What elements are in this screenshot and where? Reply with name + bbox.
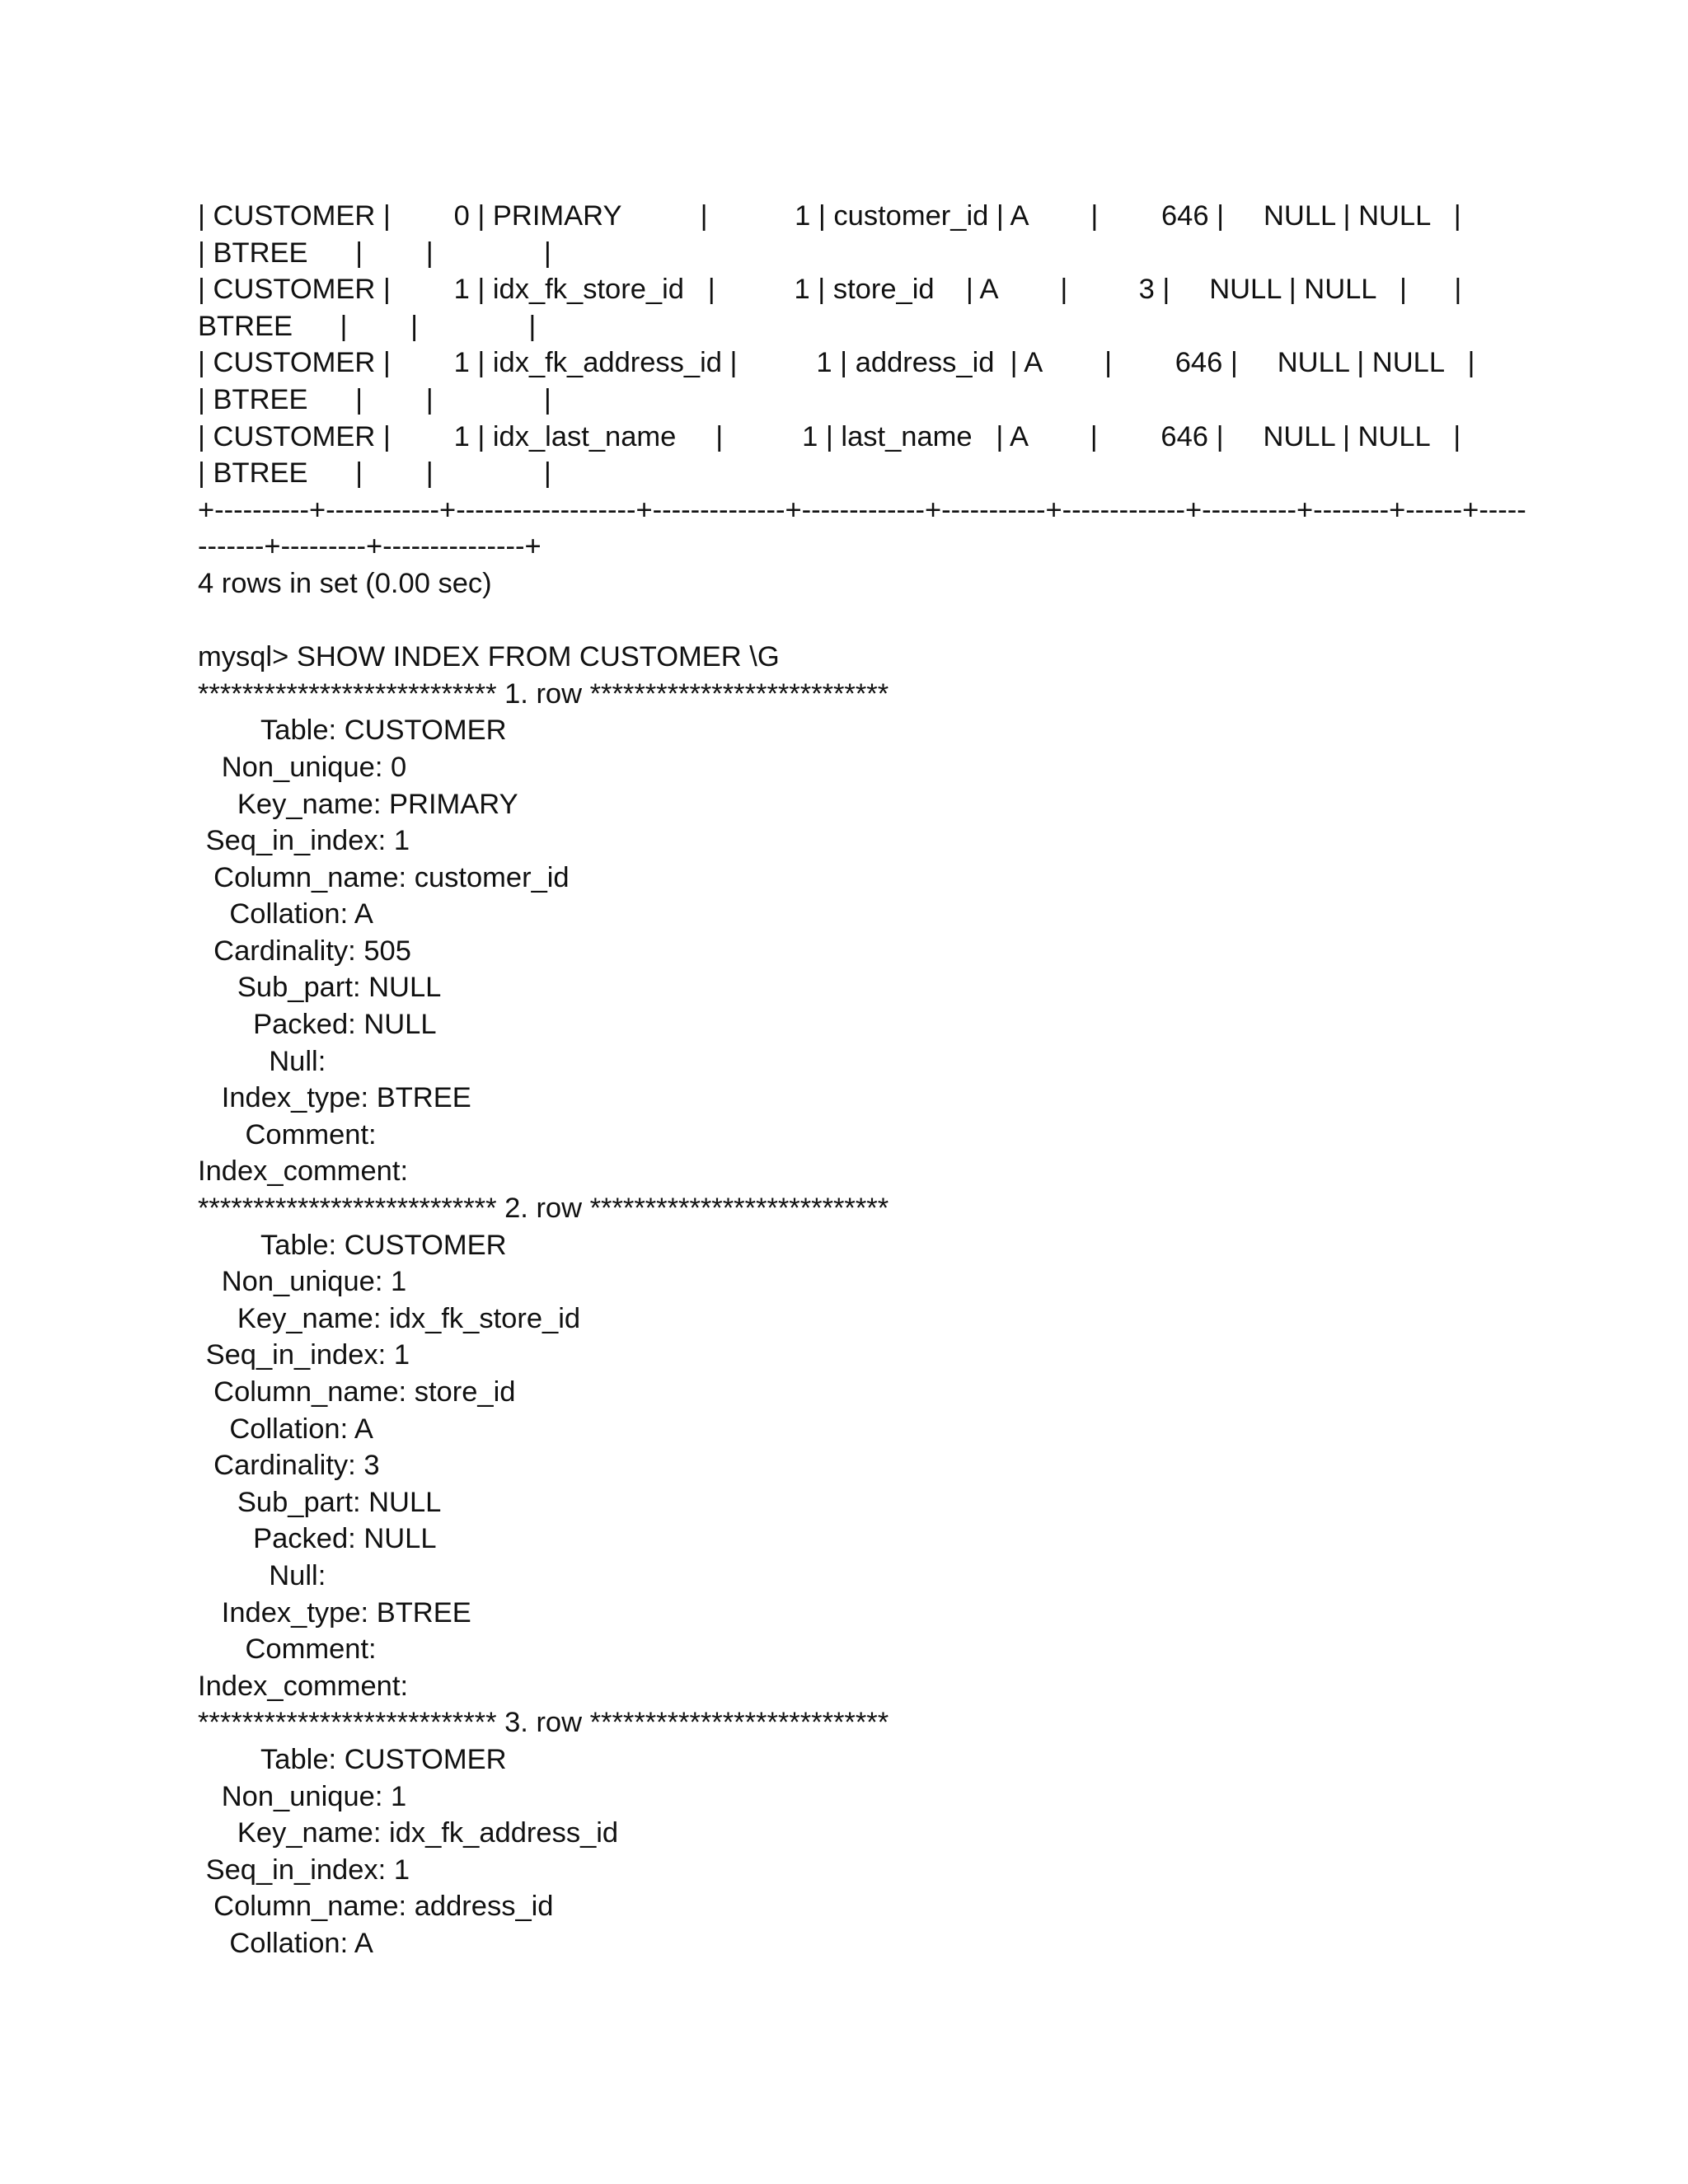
row-separator-1: *************************** 1. row *************************** (198, 677, 889, 710)
table-row-primary-continued: | BTREE | | | (198, 237, 551, 269)
field-line: Key_name: idx_fk_address_id (198, 1817, 619, 1849)
mysql-command: mysql> SHOW INDEX FROM CUSTOMER \G (198, 641, 780, 673)
field-line: Index_comment: (198, 1155, 409, 1188)
row-separator-2: *************************** 2. row *************************** (198, 1193, 889, 1225)
field-line: Column_name: address_id (198, 1891, 554, 1923)
field-line: Packed: NULL (198, 1523, 437, 1555)
row-separator-3: *************************** 3. row *************************** (198, 1707, 889, 1739)
field-line: Table: CUSTOMER (198, 1229, 507, 1261)
field-line: Comment: (198, 1118, 377, 1151)
field-line: Seq_in_index: 1 (198, 825, 410, 857)
field-line: Packed: NULL (198, 1009, 437, 1041)
field-line: Cardinality: 3 (198, 1450, 380, 1482)
field-line: Key_name: idx_fk_store_id (198, 1302, 581, 1334)
field-line: Collation: A (198, 1927, 373, 1959)
table-row-store-id: | CUSTOMER | 1 | idx_fk_store_id | 1 | store_id | A | 3 | NULL | NULL | | (198, 274, 1462, 306)
table-row-address-id: | CUSTOMER | 1 | idx_fk_address_id | 1 | address_id | A | 646 | NULL | NULL | (198, 347, 1475, 379)
field-line: Null: (198, 1045, 326, 1077)
table-border: +----------+------------+-------------------+--------------+-------------+-----------+-------------+----------+--------+------+----- (198, 494, 1526, 526)
field-line: Index_comment: (198, 1670, 409, 1702)
field-line: Sub_part: NULL (198, 972, 442, 1004)
table-row-last-name: | CUSTOMER | 1 | idx_last_name | 1 | last_name | A | 646 | NULL | NULL | (198, 420, 1461, 452)
field-line: Column_name: store_id (198, 1376, 516, 1408)
field-line: Index_type: BTREE (198, 1596, 471, 1629)
document-page (198, 198, 1526, 2011)
field-line: Collation: A (198, 1413, 373, 1445)
field-line: Non_unique: 1 (198, 1266, 407, 1298)
field-line: Null: (198, 1559, 326, 1591)
field-line: Key_name: PRIMARY (198, 788, 518, 820)
blank-line (198, 602, 1517, 640)
table-border-continued: -------+---------+---------------+ (198, 531, 542, 563)
field-line: Non_unique: 0 (198, 751, 407, 783)
table-row-last-name-continued: | BTREE | | | (198, 457, 551, 490)
table-row-store-id-continued: BTREE | | | (198, 310, 537, 342)
field-line: Cardinality: 505 (198, 935, 411, 967)
field-line: Collation: A (198, 898, 373, 930)
field-line: Index_type: BTREE (198, 1082, 471, 1114)
field-line: Column_name: customer_id (198, 861, 570, 893)
field-line: Comment: (198, 1633, 377, 1666)
field-line: Seq_in_index: 1 (198, 1339, 410, 1371)
field-line: Seq_in_index: 1 (198, 1854, 410, 1886)
table-row-address-id-continued: | BTREE | | | (198, 383, 551, 415)
field-line: Table: CUSTOMER (198, 715, 507, 747)
field-line: Table: CUSTOMER (198, 1743, 507, 1775)
table-row-primary: | CUSTOMER | 0 | PRIMARY | 1 | customer_id | A | 646 | NULL | NULL | (198, 200, 1461, 232)
field-line: Sub_part: NULL (198, 1486, 442, 1518)
field-line: Non_unique: 1 (198, 1780, 407, 1812)
result-summary: 4 rows in set (0.00 sec) (198, 567, 492, 599)
